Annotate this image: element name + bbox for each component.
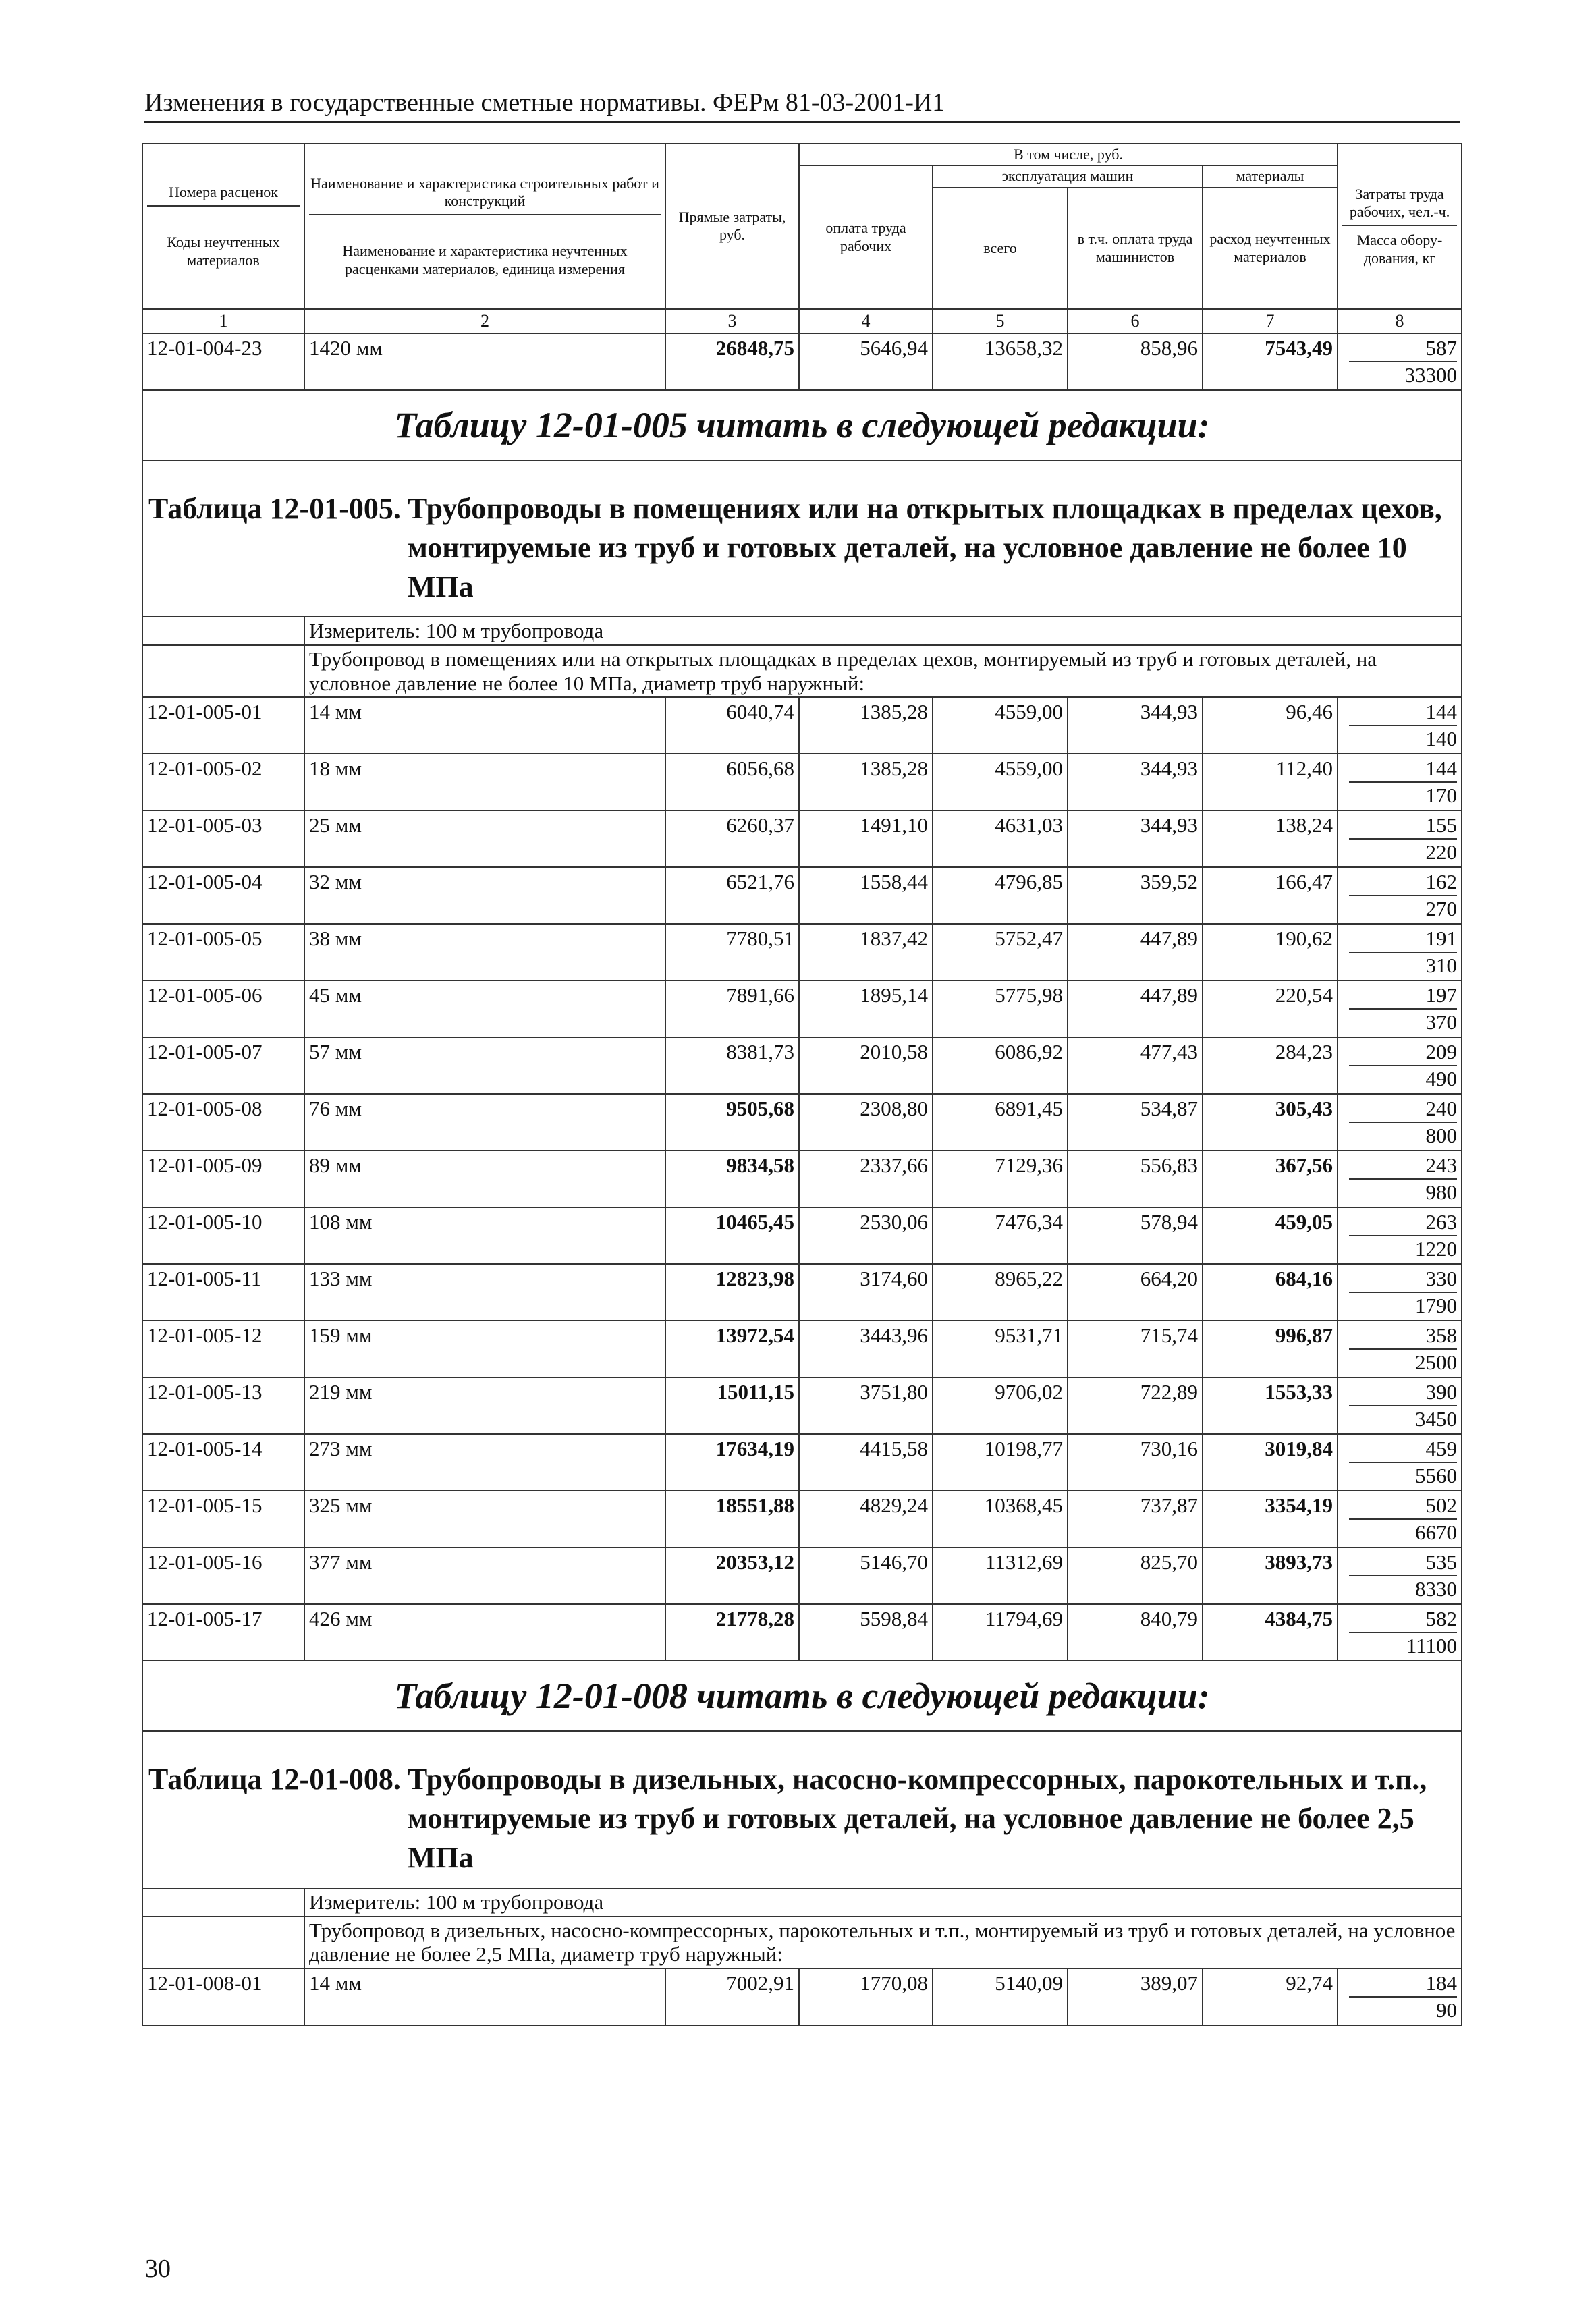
table-005-measure: Измеритель: 100 м трубопровода [304, 617, 1462, 645]
header-group-label: В том числе, руб. [799, 144, 1338, 165]
materials-cost: 1553,33 [1203, 1377, 1338, 1434]
rate-name: 38 мм [304, 924, 665, 981]
rate-name: 18 мм [304, 754, 665, 810]
machines-total: 7129,36 [933, 1151, 1068, 1207]
machines-total: 4559,00 [933, 697, 1068, 754]
machines-total: 6891,45 [933, 1094, 1068, 1151]
labor-hours: 535 [1349, 1549, 1457, 1576]
equipment-mass: 220 [1425, 840, 1458, 864]
header-col1-bottom: Коды неучтенных материалов [167, 233, 280, 269]
table-005-title-block [142, 480, 1462, 617]
rate-code: 12-01-005-16 [142, 1547, 304, 1604]
rate-code: 12-01-005-14 [142, 1434, 304, 1491]
column-number: 3 [665, 309, 799, 333]
table-row [142, 1207, 1462, 1264]
materials-cost: 220,54 [1203, 981, 1338, 1037]
rate-code: 12-01-005-07 [142, 1037, 304, 1094]
labor-hours-mass [1338, 1321, 1462, 1377]
operators-pay: 344,93 [1068, 810, 1203, 867]
rate-code: 12-01-005-01 [142, 697, 304, 754]
equipment-mass: 270 [1425, 897, 1458, 921]
rate-code: 12-01-005-11 [142, 1264, 304, 1321]
table-row [142, 1969, 1462, 2025]
table-row [142, 333, 1462, 390]
header-unaccounted-materials: расход неучтенных материалов [1203, 188, 1338, 309]
header-labor-pay: оплата труда рабочих [799, 165, 933, 308]
labor-hours: 263 [1349, 1209, 1457, 1236]
table-008-title-block [142, 1751, 1462, 1888]
labor-hours-mass [1338, 1264, 1462, 1321]
labor-hours: 587 [1349, 335, 1457, 362]
equipment-mass: 11100 [1406, 1634, 1458, 1658]
materials-cost: 367,56 [1203, 1151, 1338, 1207]
labor-pay: 2530,06 [799, 1207, 933, 1264]
machines-total: 4631,03 [933, 810, 1068, 867]
direct-costs: 7002,91 [665, 1969, 799, 2025]
direct-costs: 17634,19 [665, 1434, 799, 1491]
labor-pay: 1491,10 [799, 810, 933, 867]
column-number: 2 [304, 309, 665, 333]
table-row [142, 1434, 1462, 1491]
empty-cell [142, 617, 304, 645]
labor-hours-mass [1338, 1491, 1462, 1547]
materials-cost: 3893,73 [1203, 1547, 1338, 1604]
rate-name: 14 мм [304, 1969, 665, 2025]
labor-hours-mass [1338, 924, 1462, 981]
labor-hours-mass [1338, 1094, 1462, 1151]
machines-total: 11794,69 [933, 1604, 1068, 1661]
equipment-mass: 490 [1425, 1067, 1458, 1091]
empty-cell [142, 645, 304, 697]
operators-pay: 715,74 [1068, 1321, 1203, 1377]
equipment-mass: 90 [1436, 1998, 1458, 2022]
spacer [142, 1731, 1462, 1751]
equipment-mass: 1220 [1415, 1237, 1458, 1261]
direct-costs: 7780,51 [665, 924, 799, 981]
operators-pay: 447,89 [1068, 981, 1203, 1037]
header-col8-bottom: Масса обору-дования, кг [1356, 231, 1443, 267]
rate-name: 108 мм [304, 1207, 665, 1264]
operators-pay: 840,79 [1068, 1604, 1203, 1661]
labor-hours: 390 [1349, 1379, 1457, 1406]
labor-hours-mass [1338, 1037, 1462, 1094]
direct-costs: 13972,54 [665, 1321, 799, 1377]
header-materials-label: материалы [1203, 165, 1338, 187]
table-008-label: Таблица 12-01-008. [148, 1763, 401, 1796]
labor-hours-mass [1338, 867, 1462, 924]
machines-total: 4796,85 [933, 867, 1068, 924]
table-row [142, 1264, 1462, 1321]
table-008-description: Трубопровод в дизельных, насосно-компрессорных, парокотельных и т.п., монтируемый из труб и готовых деталей, на условное давление не более 2,5 МПа, диаметр труб наружный: [304, 1917, 1462, 1969]
operators-pay: 722,89 [1068, 1377, 1203, 1434]
rate-name: 76 мм [304, 1094, 665, 1151]
table-row [142, 1151, 1462, 1207]
rate-code: 12-01-005-10 [142, 1207, 304, 1264]
equipment-mass: 170 [1425, 783, 1458, 808]
header-codes [142, 144, 304, 309]
labor-hours: 191 [1349, 926, 1457, 953]
labor-pay: 2010,58 [799, 1037, 933, 1094]
labor-pay: 1770,08 [799, 1969, 933, 2025]
machines-total: 5775,98 [933, 981, 1068, 1037]
rate-code: 12-01-005-08 [142, 1094, 304, 1151]
labor-hours: 144 [1349, 756, 1457, 783]
equipment-mass: 3450 [1415, 1407, 1458, 1431]
equipment-mass: 980 [1425, 1180, 1458, 1205]
machines-total: 11312,69 [933, 1547, 1068, 1604]
machines-total: 6086,92 [933, 1037, 1068, 1094]
header-direct-costs: Прямые затраты, руб. [665, 144, 799, 309]
rate-name: 1420 мм [304, 333, 665, 390]
machines-total: 8965,22 [933, 1264, 1068, 1321]
labor-hours: 358 [1349, 1323, 1457, 1350]
labor-hours: 459 [1349, 1436, 1457, 1463]
labor-hours-mass [1338, 1207, 1462, 1264]
header-col1-top: Номера расценок [147, 184, 300, 207]
labor-hours-mass [1338, 333, 1462, 390]
equipment-mass: 5560 [1415, 1464, 1458, 1488]
column-number: 7 [1203, 309, 1338, 333]
table-row [142, 810, 1462, 867]
running-header: Изменения в государственные сметные нормативы. ФЕРм 81-03-2001-И1 [144, 88, 1460, 123]
header-names [304, 144, 665, 309]
labor-pay: 1385,28 [799, 697, 933, 754]
rate-code: 12-01-005-13 [142, 1377, 304, 1434]
header-machines-label: эксплуатация машин [933, 165, 1203, 187]
table-008-measure: Измеритель: 100 м трубопровода [304, 1888, 1462, 1917]
table-row [142, 1547, 1462, 1604]
operators-pay: 825,70 [1068, 1547, 1203, 1604]
rate-name: 426 мм [304, 1604, 665, 1661]
machines-total: 4559,00 [933, 754, 1068, 810]
rate-name: 377 мм [304, 1547, 665, 1604]
machines-total: 5752,47 [933, 924, 1068, 981]
column-number: 6 [1068, 309, 1203, 333]
labor-pay: 3751,80 [799, 1377, 933, 1434]
table-row [142, 867, 1462, 924]
rate-code: 12-01-005-12 [142, 1321, 304, 1377]
machines-total: 10198,77 [933, 1434, 1068, 1491]
machines-total: 9706,02 [933, 1377, 1068, 1434]
direct-costs: 9505,68 [665, 1094, 799, 1151]
direct-costs: 6260,37 [665, 810, 799, 867]
column-number: 8 [1338, 309, 1462, 333]
labor-hours: 184 [1349, 1971, 1457, 1998]
table-row [142, 1037, 1462, 1094]
labor-hours: 240 [1349, 1096, 1457, 1123]
rate-code: 12-01-005-17 [142, 1604, 304, 1661]
equipment-mass: 6670 [1415, 1520, 1458, 1545]
direct-costs: 26848,75 [665, 333, 799, 390]
operators-pay: 737,87 [1068, 1491, 1203, 1547]
labor-pay: 3443,96 [799, 1321, 933, 1377]
rate-code: 12-01-005-04 [142, 867, 304, 924]
table-row [142, 1094, 1462, 1151]
column-number: 5 [933, 309, 1068, 333]
labor-pay: 4829,24 [799, 1491, 933, 1547]
materials-cost: 459,05 [1203, 1207, 1338, 1264]
operators-pay: 344,93 [1068, 697, 1203, 754]
header-labor-mass [1338, 144, 1462, 309]
labor-hours-mass [1338, 1547, 1462, 1604]
materials-cost: 305,43 [1203, 1094, 1338, 1151]
rates-table [142, 143, 1462, 2026]
labor-pay: 5146,70 [799, 1547, 933, 1604]
machines-total: 5140,09 [933, 1969, 1068, 2025]
header-col2-bottom: Наименование и характеристика неучтенных расценками материалов, единица измерения [342, 242, 628, 277]
labor-hours-mass [1338, 697, 1462, 754]
direct-costs: 8381,73 [665, 1037, 799, 1094]
equipment-mass: 8330 [1415, 1577, 1458, 1601]
column-number: 1 [142, 309, 304, 333]
materials-cost: 284,23 [1203, 1037, 1338, 1094]
table-008-block [142, 1661, 1462, 1969]
direct-costs: 6056,68 [665, 754, 799, 810]
materials-cost: 3019,84 [1203, 1434, 1338, 1491]
rate-name: 45 мм [304, 981, 665, 1037]
table-008-title: Трубопроводы в дизельных, насосно-компрессорных, парокотельных и т.п., монтируемые из труб и готовых деталей, на условное давление не более 2,5 МПа [407, 1763, 1427, 1875]
table-row [142, 697, 1462, 754]
direct-costs: 12823,98 [665, 1264, 799, 1321]
machines-total: 7476,34 [933, 1207, 1068, 1264]
materials-cost: 684,16 [1203, 1264, 1338, 1321]
notice-table-008: Таблицу 12-01-008 читать в следующей редакции: [142, 1661, 1462, 1731]
labor-hours: 209 [1349, 1039, 1457, 1066]
direct-costs: 7891,66 [665, 981, 799, 1037]
table-row [142, 924, 1462, 981]
equipment-mass: 33300 [1404, 362, 1458, 387]
labor-pay: 5598,84 [799, 1604, 933, 1661]
rate-code: 12-01-005-06 [142, 981, 304, 1037]
header-operators-pay: в т.ч. оплата труда машинистов [1068, 188, 1203, 309]
rate-name: 25 мм [304, 810, 665, 867]
rate-code: 12-01-004-23 [142, 333, 304, 390]
labor-pay: 5646,94 [799, 333, 933, 390]
rate-name: 14 мм [304, 697, 665, 754]
materials-cost: 138,24 [1203, 810, 1338, 867]
table-row [142, 1604, 1462, 1661]
labor-hours: 162 [1349, 869, 1457, 896]
rate-name: 89 мм [304, 1151, 665, 1207]
operators-pay: 730,16 [1068, 1434, 1203, 1491]
operators-pay: 447,89 [1068, 924, 1203, 981]
table-008-rows [142, 1969, 1462, 2025]
materials-cost: 190,62 [1203, 924, 1338, 981]
labor-hours-mass [1338, 1434, 1462, 1491]
labor-pay: 4415,58 [799, 1434, 933, 1491]
rate-code: 12-01-008-01 [142, 1969, 304, 2025]
rate-code: 12-01-005-05 [142, 924, 304, 981]
machines-total: 9531,71 [933, 1321, 1068, 1377]
rate-code: 12-01-005-03 [142, 810, 304, 867]
table-005-title: Трубопроводы в помещениях или на открытых площадках в пределах цехов, монтируемые из труб и готовых деталей, на условное давление не более 10 МПа [407, 491, 1442, 603]
direct-costs: 6040,74 [665, 697, 799, 754]
operators-pay: 359,52 [1068, 867, 1203, 924]
table-row [142, 981, 1462, 1037]
labor-pay: 1895,14 [799, 981, 933, 1037]
header-col2-top: Наименование и характеристика строительных работ и конструкций [309, 175, 661, 216]
rate-name: 219 мм [304, 1377, 665, 1434]
rate-code: 12-01-005-15 [142, 1491, 304, 1547]
page-number: 30 [145, 2255, 171, 2283]
notice-table-005: Таблицу 12-01-005 читать в следующей редакции: [142, 390, 1462, 460]
header-col8-top: Затраты труда рабочих, чел.-ч. [1342, 186, 1457, 227]
direct-costs: 21778,28 [665, 1604, 799, 1661]
table-005-label: Таблица 12-01-005. [148, 491, 401, 525]
table-row [142, 1491, 1462, 1547]
table-header [142, 144, 1462, 333]
rate-name: 273 мм [304, 1434, 665, 1491]
table-005-rows [142, 697, 1462, 1661]
direct-costs: 15011,15 [665, 1377, 799, 1434]
labor-pay: 1837,42 [799, 924, 933, 981]
table-row [142, 1321, 1462, 1377]
direct-costs: 20353,12 [665, 1547, 799, 1604]
empty-cell [142, 1888, 304, 1917]
labor-hours-mass [1338, 754, 1462, 810]
machines-total: 13658,32 [933, 333, 1068, 390]
labor-hours-mass [1338, 1969, 1462, 2025]
labor-pay: 1558,44 [799, 867, 933, 924]
materials-cost: 166,47 [1203, 867, 1338, 924]
operators-pay: 477,43 [1068, 1037, 1203, 1094]
labor-hours: 502 [1349, 1493, 1457, 1520]
spacer [142, 460, 1462, 480]
table-005-description: Трубопровод в помещениях или на открытых площадках в пределах цехов, монтируемый из труб и готовых деталей, на условное давление не более 10 МПа, диаметр труб наружный: [304, 645, 1462, 697]
labor-hours-mass [1338, 1604, 1462, 1661]
equipment-mass: 800 [1425, 1124, 1458, 1148]
labor-hours-mass [1338, 1151, 1462, 1207]
rate-name: 325 мм [304, 1491, 665, 1547]
labor-hours: 330 [1349, 1266, 1457, 1293]
rate-code: 12-01-005-09 [142, 1151, 304, 1207]
rate-code: 12-01-005-02 [142, 754, 304, 810]
materials-cost: 996,87 [1203, 1321, 1338, 1377]
labor-hours-mass [1338, 981, 1462, 1037]
column-numbers-row [142, 309, 1462, 333]
materials-cost: 3354,19 [1203, 1491, 1338, 1547]
labor-hours: 243 [1349, 1153, 1457, 1180]
first-row-block [142, 333, 1462, 698]
rate-name: 159 мм [304, 1321, 665, 1377]
labor-hours-mass [1338, 1377, 1462, 1434]
table-row [142, 754, 1462, 810]
operators-pay: 664,20 [1068, 1264, 1203, 1321]
rate-name: 32 мм [304, 867, 665, 924]
materials-cost: 96,46 [1203, 697, 1338, 754]
empty-cell [142, 1917, 304, 1969]
labor-pay: 1385,28 [799, 754, 933, 810]
operators-pay: 534,87 [1068, 1094, 1203, 1151]
rate-name: 57 мм [304, 1037, 665, 1094]
materials-cost: 92,74 [1203, 1969, 1338, 2025]
equipment-mass: 1790 [1415, 1294, 1458, 1318]
labor-pay: 2337,66 [799, 1151, 933, 1207]
labor-hours: 582 [1349, 1606, 1457, 1633]
labor-hours-mass [1338, 810, 1462, 867]
materials-cost: 112,40 [1203, 754, 1338, 810]
direct-costs: 10465,45 [665, 1207, 799, 1264]
labor-hours: 155 [1349, 813, 1457, 840]
direct-costs: 9834,58 [665, 1151, 799, 1207]
document-table-wrapper [142, 143, 1461, 2026]
operators-pay: 578,94 [1068, 1207, 1203, 1264]
labor-pay: 3174,60 [799, 1264, 933, 1321]
table-row [142, 1377, 1462, 1434]
materials-cost: 7543,49 [1203, 333, 1338, 390]
rate-name: 133 мм [304, 1264, 665, 1321]
operators-pay: 389,07 [1068, 1969, 1203, 2025]
header-machines-total: всего [933, 188, 1068, 309]
direct-costs: 18551,88 [665, 1491, 799, 1547]
labor-hours: 197 [1349, 983, 1457, 1010]
materials-cost: 4384,75 [1203, 1604, 1338, 1661]
direct-costs: 6521,76 [665, 867, 799, 924]
operators-pay: 344,93 [1068, 754, 1203, 810]
equipment-mass: 370 [1425, 1010, 1458, 1035]
operators-pay: 858,96 [1068, 333, 1203, 390]
equipment-mass: 2500 [1415, 1350, 1458, 1375]
operators-pay: 556,83 [1068, 1151, 1203, 1207]
equipment-mass: 310 [1425, 954, 1458, 978]
equipment-mass: 140 [1425, 727, 1458, 751]
labor-pay: 2308,80 [799, 1094, 933, 1151]
column-number: 4 [799, 309, 933, 333]
machines-total: 10368,45 [933, 1491, 1068, 1547]
labor-hours: 144 [1349, 699, 1457, 726]
